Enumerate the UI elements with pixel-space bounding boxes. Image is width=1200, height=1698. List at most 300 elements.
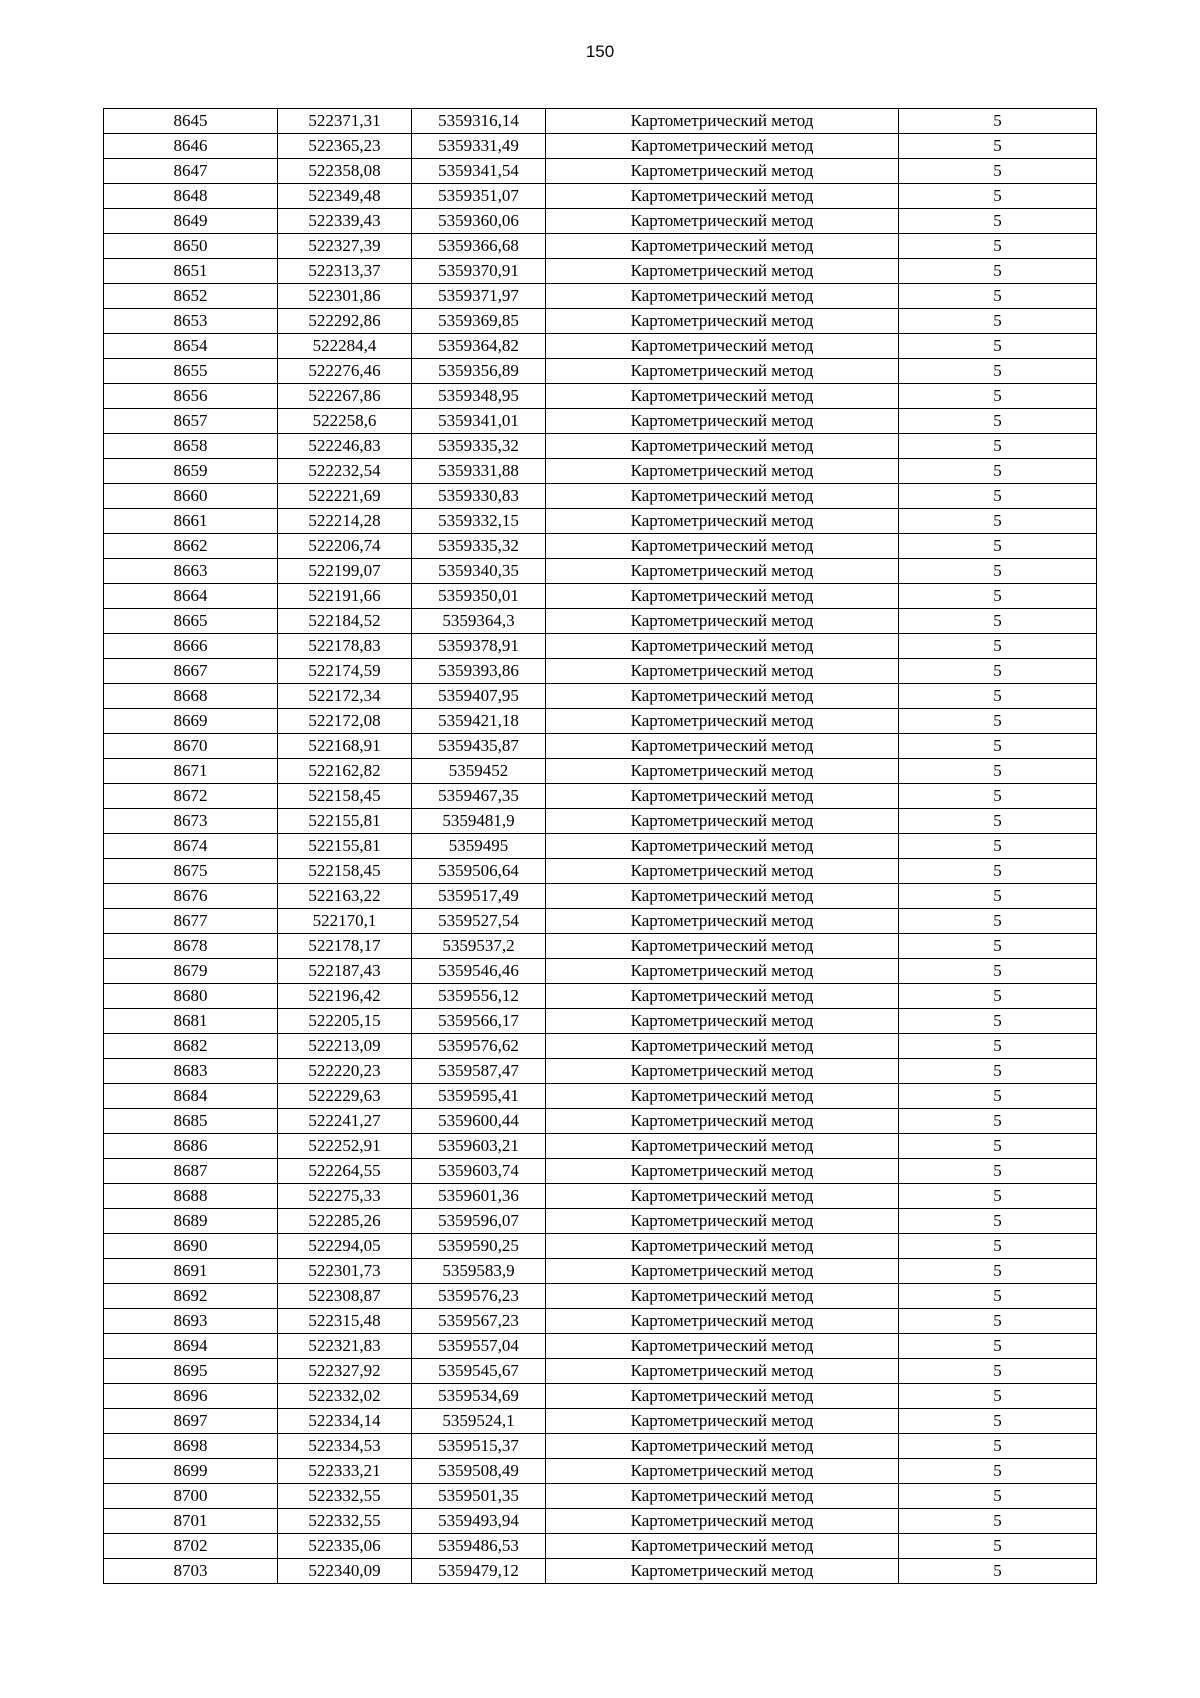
method-cell: Картометрический метод: [546, 1409, 899, 1434]
y-coordinate-cell: 5359479,12: [412, 1559, 546, 1584]
x-coordinate-cell: 522276,46: [278, 359, 412, 384]
method-cell: Картометрический метод: [546, 209, 899, 234]
accuracy-cell: 5: [899, 184, 1097, 209]
y-coordinate-cell: 5359556,12: [412, 984, 546, 1009]
accuracy-cell: 5: [899, 834, 1097, 859]
x-coordinate-cell: 522158,45: [278, 859, 412, 884]
table-row: [104, 1134, 1097, 1159]
y-coordinate-cell: 5359331,49: [412, 134, 546, 159]
accuracy-cell: 5: [899, 634, 1097, 659]
method-cell: Картометрический метод: [546, 1084, 899, 1109]
method-cell: Картометрический метод: [546, 109, 899, 134]
accuracy-cell: 5: [899, 109, 1097, 134]
point-number-cell: 8684: [104, 1084, 278, 1109]
accuracy-cell: 5: [899, 259, 1097, 284]
accuracy-cell: 5: [899, 1484, 1097, 1509]
accuracy-cell: 5: [899, 209, 1097, 234]
point-number-cell: 8666: [104, 634, 278, 659]
point-number-cell: 8645: [104, 109, 278, 134]
point-number-cell: 8651: [104, 259, 278, 284]
method-cell: Картометрический метод: [546, 159, 899, 184]
table-row: [104, 559, 1097, 584]
table-row: [104, 1509, 1097, 1534]
y-coordinate-cell: 5359587,47: [412, 1059, 546, 1084]
point-number-cell: 8689: [104, 1209, 278, 1234]
method-cell: Картометрический метод: [546, 609, 899, 634]
accuracy-cell: 5: [899, 809, 1097, 834]
accuracy-cell: 5: [899, 784, 1097, 809]
point-number-cell: 8701: [104, 1509, 278, 1534]
y-coordinate-cell: 5359407,95: [412, 684, 546, 709]
accuracy-cell: 5: [899, 1109, 1097, 1134]
accuracy-cell: 5: [899, 1459, 1097, 1484]
point-number-cell: 8660: [104, 484, 278, 509]
x-coordinate-cell: 522294,05: [278, 1234, 412, 1259]
x-coordinate-cell: 522332,02: [278, 1384, 412, 1409]
accuracy-cell: 5: [899, 459, 1097, 484]
table-row: [104, 734, 1097, 759]
y-coordinate-cell: 5359370,91: [412, 259, 546, 284]
point-number-cell: 8672: [104, 784, 278, 809]
accuracy-cell: 5: [899, 1434, 1097, 1459]
x-coordinate-cell: 522172,34: [278, 684, 412, 709]
point-number-cell: 8663: [104, 559, 278, 584]
y-coordinate-cell: 5359508,49: [412, 1459, 546, 1484]
y-coordinate-cell: 5359576,62: [412, 1034, 546, 1059]
y-coordinate-cell: 5359360,06: [412, 209, 546, 234]
method-cell: Картометрический метод: [546, 784, 899, 809]
table-row: [104, 1084, 1097, 1109]
method-cell: Картометрический метод: [546, 1059, 899, 1084]
point-number-cell: 8661: [104, 509, 278, 534]
accuracy-cell: 5: [899, 1184, 1097, 1209]
x-coordinate-cell: 522292,86: [278, 309, 412, 334]
table-row: [104, 1434, 1097, 1459]
x-coordinate-cell: 522334,14: [278, 1409, 412, 1434]
method-cell: Картометрический метод: [546, 134, 899, 159]
x-coordinate-cell: 522301,86: [278, 284, 412, 309]
method-cell: Картометрический метод: [546, 1259, 899, 1284]
y-coordinate-cell: 5359601,36: [412, 1184, 546, 1209]
y-coordinate-cell: 5359364,3: [412, 609, 546, 634]
table-row: [104, 1359, 1097, 1384]
x-coordinate-cell: 522206,74: [278, 534, 412, 559]
point-number-cell: 8648: [104, 184, 278, 209]
y-coordinate-cell: 5359335,32: [412, 434, 546, 459]
accuracy-cell: 5: [899, 1509, 1097, 1534]
point-number-cell: 8665: [104, 609, 278, 634]
y-coordinate-cell: 5359595,41: [412, 1084, 546, 1109]
table-row: [104, 884, 1097, 909]
y-coordinate-cell: 5359524,1: [412, 1409, 546, 1434]
method-cell: Картометрический метод: [546, 634, 899, 659]
accuracy-cell: 5: [899, 1084, 1097, 1109]
method-cell: Картометрический метод: [546, 1184, 899, 1209]
accuracy-cell: 5: [899, 484, 1097, 509]
table-row: [104, 834, 1097, 859]
table-row: [104, 234, 1097, 259]
method-cell: Картометрический метод: [546, 259, 899, 284]
accuracy-cell: 5: [899, 1059, 1097, 1084]
table-row: [104, 134, 1097, 159]
x-coordinate-cell: 522229,63: [278, 1084, 412, 1109]
point-number-cell: 8667: [104, 659, 278, 684]
accuracy-cell: 5: [899, 1159, 1097, 1184]
x-coordinate-cell: 522191,66: [278, 584, 412, 609]
method-cell: Картометрический метод: [546, 184, 899, 209]
table-row: [104, 609, 1097, 634]
x-coordinate-cell: 522155,81: [278, 834, 412, 859]
accuracy-cell: 5: [899, 984, 1097, 1009]
point-number-cell: 8659: [104, 459, 278, 484]
method-cell: Картометрический метод: [546, 1434, 899, 1459]
point-number-cell: 8683: [104, 1059, 278, 1084]
coordinates-table: [103, 108, 1097, 1584]
y-coordinate-cell: 5359335,32: [412, 534, 546, 559]
method-cell: Картометрический метод: [546, 934, 899, 959]
x-coordinate-cell: 522232,54: [278, 459, 412, 484]
point-number-cell: 8700: [104, 1484, 278, 1509]
table-row: [104, 509, 1097, 534]
x-coordinate-cell: 522199,07: [278, 559, 412, 584]
y-coordinate-cell: 5359546,46: [412, 959, 546, 984]
method-cell: Картометрический метод: [546, 334, 899, 359]
method-cell: Картометрический метод: [546, 284, 899, 309]
accuracy-cell: 5: [899, 309, 1097, 334]
y-coordinate-cell: 5359348,95: [412, 384, 546, 409]
table-row: [104, 209, 1097, 234]
y-coordinate-cell: 5359332,15: [412, 509, 546, 534]
point-number-cell: 8697: [104, 1409, 278, 1434]
point-number-cell: 8649: [104, 209, 278, 234]
method-cell: Картометрический метод: [546, 1384, 899, 1409]
table-row: [104, 159, 1097, 184]
method-cell: Картометрический метод: [546, 1509, 899, 1534]
x-coordinate-cell: 522264,55: [278, 1159, 412, 1184]
x-coordinate-cell: 522258,6: [278, 409, 412, 434]
y-coordinate-cell: 5359393,86: [412, 659, 546, 684]
point-number-cell: 8674: [104, 834, 278, 859]
method-cell: Картометрический метод: [546, 1359, 899, 1384]
method-cell: Картометрический метод: [546, 1109, 899, 1134]
accuracy-cell: 5: [899, 1559, 1097, 1584]
accuracy-cell: 5: [899, 159, 1097, 184]
accuracy-cell: 5: [899, 384, 1097, 409]
method-cell: Картометрический метод: [546, 509, 899, 534]
accuracy-cell: 5: [899, 559, 1097, 584]
x-coordinate-cell: 522172,08: [278, 709, 412, 734]
table-row: [104, 1334, 1097, 1359]
table-row: [104, 1159, 1097, 1184]
method-cell: Картометрический метод: [546, 684, 899, 709]
table-row: [104, 1259, 1097, 1284]
y-coordinate-cell: 5359537,2: [412, 934, 546, 959]
x-coordinate-cell: 522178,17: [278, 934, 412, 959]
point-number-cell: 8693: [104, 1309, 278, 1334]
table-row: [104, 1034, 1097, 1059]
table-row: [104, 109, 1097, 134]
method-cell: Картометрический метод: [546, 1009, 899, 1034]
x-coordinate-cell: 522321,83: [278, 1334, 412, 1359]
table-row: [104, 634, 1097, 659]
y-coordinate-cell: 5359316,14: [412, 109, 546, 134]
y-coordinate-cell: 5359557,04: [412, 1334, 546, 1359]
accuracy-cell: 5: [899, 659, 1097, 684]
x-coordinate-cell: 522241,27: [278, 1109, 412, 1134]
y-coordinate-cell: 5359371,97: [412, 284, 546, 309]
point-number-cell: 8664: [104, 584, 278, 609]
x-coordinate-cell: 522196,42: [278, 984, 412, 1009]
x-coordinate-cell: 522267,86: [278, 384, 412, 409]
point-number-cell: 8695: [104, 1359, 278, 1384]
accuracy-cell: 5: [899, 1534, 1097, 1559]
method-cell: Картометрический метод: [546, 759, 899, 784]
point-number-cell: 8687: [104, 1159, 278, 1184]
y-coordinate-cell: 5359501,35: [412, 1484, 546, 1509]
table-row: [104, 684, 1097, 709]
method-cell: Картометрический метод: [546, 1559, 899, 1584]
method-cell: Картометрический метод: [546, 809, 899, 834]
method-cell: Картометрический метод: [546, 859, 899, 884]
method-cell: Картометрический метод: [546, 359, 899, 384]
point-number-cell: 8690: [104, 1234, 278, 1259]
point-number-cell: 8654: [104, 334, 278, 359]
table-row: [104, 1409, 1097, 1434]
table-row: [104, 1384, 1097, 1409]
point-number-cell: 8655: [104, 359, 278, 384]
method-cell: Картометрический метод: [546, 909, 899, 934]
point-number-cell: 8699: [104, 1459, 278, 1484]
table-row: [104, 184, 1097, 209]
x-coordinate-cell: 522349,48: [278, 184, 412, 209]
method-cell: Картометрический метод: [546, 834, 899, 859]
point-number-cell: 8650: [104, 234, 278, 259]
x-coordinate-cell: 522162,82: [278, 759, 412, 784]
accuracy-cell: 5: [899, 1234, 1097, 1259]
x-coordinate-cell: 522163,22: [278, 884, 412, 909]
point-number-cell: 8662: [104, 534, 278, 559]
accuracy-cell: 5: [899, 234, 1097, 259]
accuracy-cell: 5: [899, 734, 1097, 759]
coordinates-table-body: [104, 109, 1097, 1584]
method-cell: Картометрический метод: [546, 459, 899, 484]
accuracy-cell: 5: [899, 1209, 1097, 1234]
x-coordinate-cell: 522252,91: [278, 1134, 412, 1159]
point-number-cell: 8676: [104, 884, 278, 909]
x-coordinate-cell: 522335,06: [278, 1534, 412, 1559]
table-row: [104, 384, 1097, 409]
accuracy-cell: 5: [899, 934, 1097, 959]
table-row: [104, 709, 1097, 734]
point-number-cell: 8646: [104, 134, 278, 159]
x-coordinate-cell: 522220,23: [278, 1059, 412, 1084]
y-coordinate-cell: 5359590,25: [412, 1234, 546, 1259]
accuracy-cell: 5: [899, 1409, 1097, 1434]
point-number-cell: 8686: [104, 1134, 278, 1159]
point-number-cell: 8688: [104, 1184, 278, 1209]
x-coordinate-cell: 522365,23: [278, 134, 412, 159]
accuracy-cell: 5: [899, 534, 1097, 559]
y-coordinate-cell: 5359566,17: [412, 1009, 546, 1034]
x-coordinate-cell: 522371,31: [278, 109, 412, 134]
table-row: [104, 1559, 1097, 1584]
method-cell: Картометрический метод: [546, 434, 899, 459]
point-number-cell: 8692: [104, 1284, 278, 1309]
x-coordinate-cell: 522339,43: [278, 209, 412, 234]
table-row: [104, 784, 1097, 809]
y-coordinate-cell: 5359330,83: [412, 484, 546, 509]
table-row: [104, 809, 1097, 834]
x-coordinate-cell: 522213,09: [278, 1034, 412, 1059]
y-coordinate-cell: 5359452: [412, 759, 546, 784]
y-coordinate-cell: 5359331,88: [412, 459, 546, 484]
method-cell: Картометрический метод: [546, 409, 899, 434]
method-cell: Картометрический метод: [546, 709, 899, 734]
x-coordinate-cell: 522221,69: [278, 484, 412, 509]
accuracy-cell: 5: [899, 909, 1097, 934]
point-number-cell: 8698: [104, 1434, 278, 1459]
table-row: [104, 934, 1097, 959]
y-coordinate-cell: 5359350,01: [412, 584, 546, 609]
x-coordinate-cell: 522358,08: [278, 159, 412, 184]
accuracy-cell: 5: [899, 859, 1097, 884]
table-row: [104, 1534, 1097, 1559]
x-coordinate-cell: 522327,39: [278, 234, 412, 259]
point-number-cell: 8673: [104, 809, 278, 834]
method-cell: Картометрический метод: [546, 384, 899, 409]
accuracy-cell: 5: [899, 1259, 1097, 1284]
y-coordinate-cell: 5359545,67: [412, 1359, 546, 1384]
method-cell: Картометрический метод: [546, 1534, 899, 1559]
accuracy-cell: 5: [899, 134, 1097, 159]
table-row: [104, 759, 1097, 784]
table-row: [104, 459, 1097, 484]
point-number-cell: 8696: [104, 1384, 278, 1409]
method-cell: Картометрический метод: [546, 1334, 899, 1359]
accuracy-cell: 5: [899, 609, 1097, 634]
table-row: [104, 1009, 1097, 1034]
accuracy-cell: 5: [899, 1284, 1097, 1309]
x-coordinate-cell: 522334,53: [278, 1434, 412, 1459]
table-row: [104, 409, 1097, 434]
table-row: [104, 984, 1097, 1009]
method-cell: Картометрический метод: [546, 484, 899, 509]
x-coordinate-cell: 522155,81: [278, 809, 412, 834]
method-cell: Картометрический метод: [546, 984, 899, 1009]
accuracy-cell: 5: [899, 359, 1097, 384]
accuracy-cell: 5: [899, 1359, 1097, 1384]
method-cell: Картометрический метод: [546, 1134, 899, 1159]
y-coordinate-cell: 5359583,9: [412, 1259, 546, 1284]
y-coordinate-cell: 5359495: [412, 834, 546, 859]
accuracy-cell: 5: [899, 884, 1097, 909]
x-coordinate-cell: 522168,91: [278, 734, 412, 759]
x-coordinate-cell: 522284,4: [278, 334, 412, 359]
page-number: 150: [585, 42, 615, 61]
table-row: [104, 1059, 1097, 1084]
point-number-cell: 8677: [104, 909, 278, 934]
table-row: [104, 534, 1097, 559]
point-number-cell: 8647: [104, 159, 278, 184]
point-number-cell: 8671: [104, 759, 278, 784]
table-row: [104, 309, 1097, 334]
y-coordinate-cell: 5359506,64: [412, 859, 546, 884]
point-number-cell: 8652: [104, 284, 278, 309]
method-cell: Картометрический метод: [546, 1309, 899, 1334]
x-coordinate-cell: 522275,33: [278, 1184, 412, 1209]
point-number-cell: 8670: [104, 734, 278, 759]
point-number-cell: 8668: [104, 684, 278, 709]
x-coordinate-cell: 522178,83: [278, 634, 412, 659]
accuracy-cell: 5: [899, 434, 1097, 459]
x-coordinate-cell: 522333,21: [278, 1459, 412, 1484]
y-coordinate-cell: 5359356,89: [412, 359, 546, 384]
x-coordinate-cell: 522308,87: [278, 1284, 412, 1309]
y-coordinate-cell: 5359435,87: [412, 734, 546, 759]
method-cell: Картометрический метод: [546, 1484, 899, 1509]
point-number-cell: 8703: [104, 1559, 278, 1584]
x-coordinate-cell: 522327,92: [278, 1359, 412, 1384]
method-cell: Картометрический метод: [546, 1034, 899, 1059]
y-coordinate-cell: 5359486,53: [412, 1534, 546, 1559]
x-coordinate-cell: 522205,15: [278, 1009, 412, 1034]
y-coordinate-cell: 5359603,21: [412, 1134, 546, 1159]
x-coordinate-cell: 522313,37: [278, 259, 412, 284]
y-coordinate-cell: 5359576,23: [412, 1284, 546, 1309]
method-cell: Картометрический метод: [546, 234, 899, 259]
method-cell: Картометрический метод: [546, 884, 899, 909]
point-number-cell: 8680: [104, 984, 278, 1009]
point-number-cell: 8656: [104, 384, 278, 409]
method-cell: Картометрический метод: [546, 1459, 899, 1484]
method-cell: Картометрический метод: [546, 959, 899, 984]
accuracy-cell: 5: [899, 409, 1097, 434]
method-cell: Картометрический метод: [546, 1284, 899, 1309]
table-row: [104, 434, 1097, 459]
table-row: [104, 1484, 1097, 1509]
method-cell: Картометрический метод: [546, 584, 899, 609]
y-coordinate-cell: 5359517,49: [412, 884, 546, 909]
accuracy-cell: 5: [899, 1009, 1097, 1034]
point-number-cell: 8669: [104, 709, 278, 734]
accuracy-cell: 5: [899, 334, 1097, 359]
method-cell: Картометрический метод: [546, 534, 899, 559]
y-coordinate-cell: 5359515,37: [412, 1434, 546, 1459]
accuracy-cell: 5: [899, 284, 1097, 309]
point-number-cell: 8657: [104, 409, 278, 434]
table-row: [104, 1184, 1097, 1209]
y-coordinate-cell: 5359467,35: [412, 784, 546, 809]
method-cell: Картометрический метод: [546, 1234, 899, 1259]
x-coordinate-cell: 522315,48: [278, 1309, 412, 1334]
y-coordinate-cell: 5359600,44: [412, 1109, 546, 1134]
point-number-cell: 8679: [104, 959, 278, 984]
y-coordinate-cell: 5359596,07: [412, 1209, 546, 1234]
method-cell: Картометрический метод: [546, 734, 899, 759]
table-row: [104, 1284, 1097, 1309]
table-row: [104, 259, 1097, 284]
point-number-cell: 8682: [104, 1034, 278, 1059]
point-number-cell: 8653: [104, 309, 278, 334]
x-coordinate-cell: 522340,09: [278, 1559, 412, 1584]
y-coordinate-cell: 5359340,35: [412, 559, 546, 584]
y-coordinate-cell: 5359378,91: [412, 634, 546, 659]
x-coordinate-cell: 522246,83: [278, 434, 412, 459]
accuracy-cell: 5: [899, 509, 1097, 534]
accuracy-cell: 5: [899, 759, 1097, 784]
method-cell: Картометрический метод: [546, 309, 899, 334]
point-number-cell: 8678: [104, 934, 278, 959]
